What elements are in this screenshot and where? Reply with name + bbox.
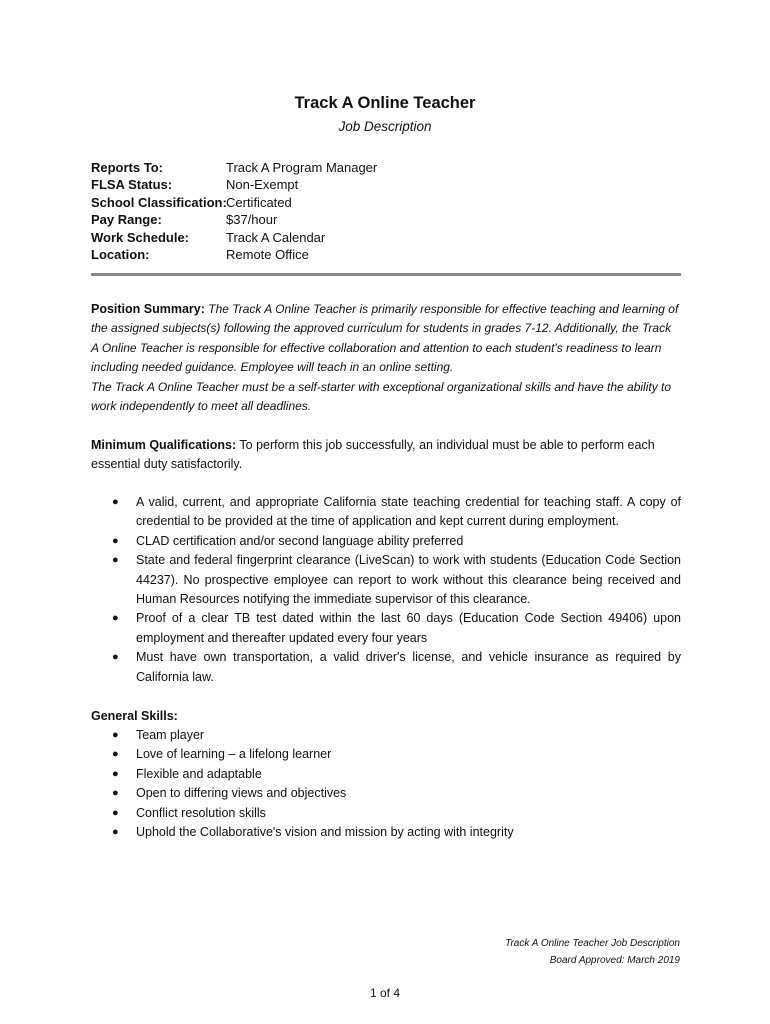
list-item: ● Open to differing views and objectives <box>91 784 681 803</box>
bullet-icon: ● <box>112 787 119 800</box>
bullet-icon: ● <box>112 767 119 780</box>
bullet-icon: ● <box>112 729 119 741</box>
qualifications-list <box>91 493 681 687</box>
footer-note <box>380 935 680 969</box>
document-subtitle: Job Description <box>338 119 432 134</box>
job-info-table <box>91 159 377 263</box>
document-title: Track A Online Teacher <box>294 94 476 112</box>
min-qualifications-label: Minimum Qualifications: <box>91 438 237 452</box>
bullet-icon: ● <box>112 806 119 819</box>
bullet-icon: ● <box>112 748 119 761</box>
info-row-flsa-status <box>91 176 377 193</box>
list-item: ● State and federal fingerprint clearance (LiveScan) to work with students (Education Code Section 44237). No prospective employee can report to work without this clearance being received and Human Resources notifying the immediate supervisor of this clearance. <box>112 553 681 607</box>
bullet-icon: ● <box>112 496 119 508</box>
minimum-qualifications <box>91 436 686 475</box>
general-skills-heading: General Skills: <box>91 709 178 723</box>
list-item: ● Love of learning – a lifelong learner <box>91 745 681 764</box>
summary-label: Position Summary: <box>91 302 205 316</box>
info-label: Pay Range: <box>91 212 162 228</box>
bullet-icon: ● <box>112 651 119 664</box>
info-row-location <box>91 246 377 263</box>
footer-approval: Board Approved: March 2019 <box>549 955 680 966</box>
info-value: Certificated <box>226 194 292 210</box>
info-value: Track A Calendar <box>226 229 326 245</box>
info-label: School Classification: <box>91 194 227 210</box>
list-item: ● Proof of a clear TB test dated within the last 60 days (Education Code Section 49406) upon employment and thereafter updated every four years <box>112 611 681 645</box>
general-skills-list <box>91 726 681 842</box>
bullet-icon: ● <box>112 612 119 625</box>
info-label: Work Schedule: <box>91 229 190 245</box>
list-item: ● Must have own transportation, a valid driver's license, and vehicle insurance as required by California law. <box>112 650 681 684</box>
list-item: ● CLAD certification and/or second language ability preferred <box>91 532 681 551</box>
list-item: ● Flexible and adaptable <box>91 765 681 784</box>
page-number: 1 of 4 <box>369 986 401 1000</box>
summary-text-2: The Track A Online Teacher must be a self-starter with exceptional organizational skills and have the ability to work independently to meet all deadlines. <box>91 379 672 414</box>
position-summary <box>91 300 681 416</box>
info-value: $37/hour <box>226 212 278 228</box>
bullet-icon: ● <box>112 826 119 839</box>
info-label: Reports To: <box>91 160 163 175</box>
info-label: FLSA Status: <box>91 177 173 193</box>
bullet-icon: ● <box>112 534 119 547</box>
footer-doc-name: Track A Online Teacher Job Description <box>505 938 680 949</box>
info-label: Location: <box>91 247 150 263</box>
bullet-icon: ● <box>112 554 119 567</box>
info-row-pay-range <box>91 211 377 228</box>
info-row-school-classification <box>91 194 377 211</box>
summary-text-1: The Track A Online Teacher is primarily responsible for effective teaching and learning of the assigned subjects(s) following the approved curriculum for students in grades 7-12. Additionally, the Track A Online Teacher is responsible for effective collaboration and attention to each student's readiness to learn including needed guidance. Employee will teach in an online setting. <box>91 302 679 375</box>
min-qualifications-text: To perform this job successfully, an individual must be able to perform each essential duty satisfactorily. <box>91 438 655 472</box>
info-row-work-schedule <box>91 229 377 246</box>
list-item: ● A valid, current, and appropriate California state teaching credential for teaching staff. A copy of credential to be provided at the time of application and kept current during employment. <box>112 495 681 529</box>
info-value: Remote Office <box>226 247 309 263</box>
info-value: Track A Program Manager <box>226 160 378 175</box>
summary-paragraph-1 <box>91 300 681 378</box>
info-value: Non-Exempt <box>226 177 299 193</box>
info-row-reports-to <box>91 159 377 176</box>
list-item: ● Team player <box>91 726 681 745</box>
section-divider <box>91 273 681 276</box>
list-item: ● Uphold the Collaborative's vision and mission by acting with integrity <box>91 823 681 842</box>
list-item: ● Conflict resolution skills <box>91 804 681 823</box>
